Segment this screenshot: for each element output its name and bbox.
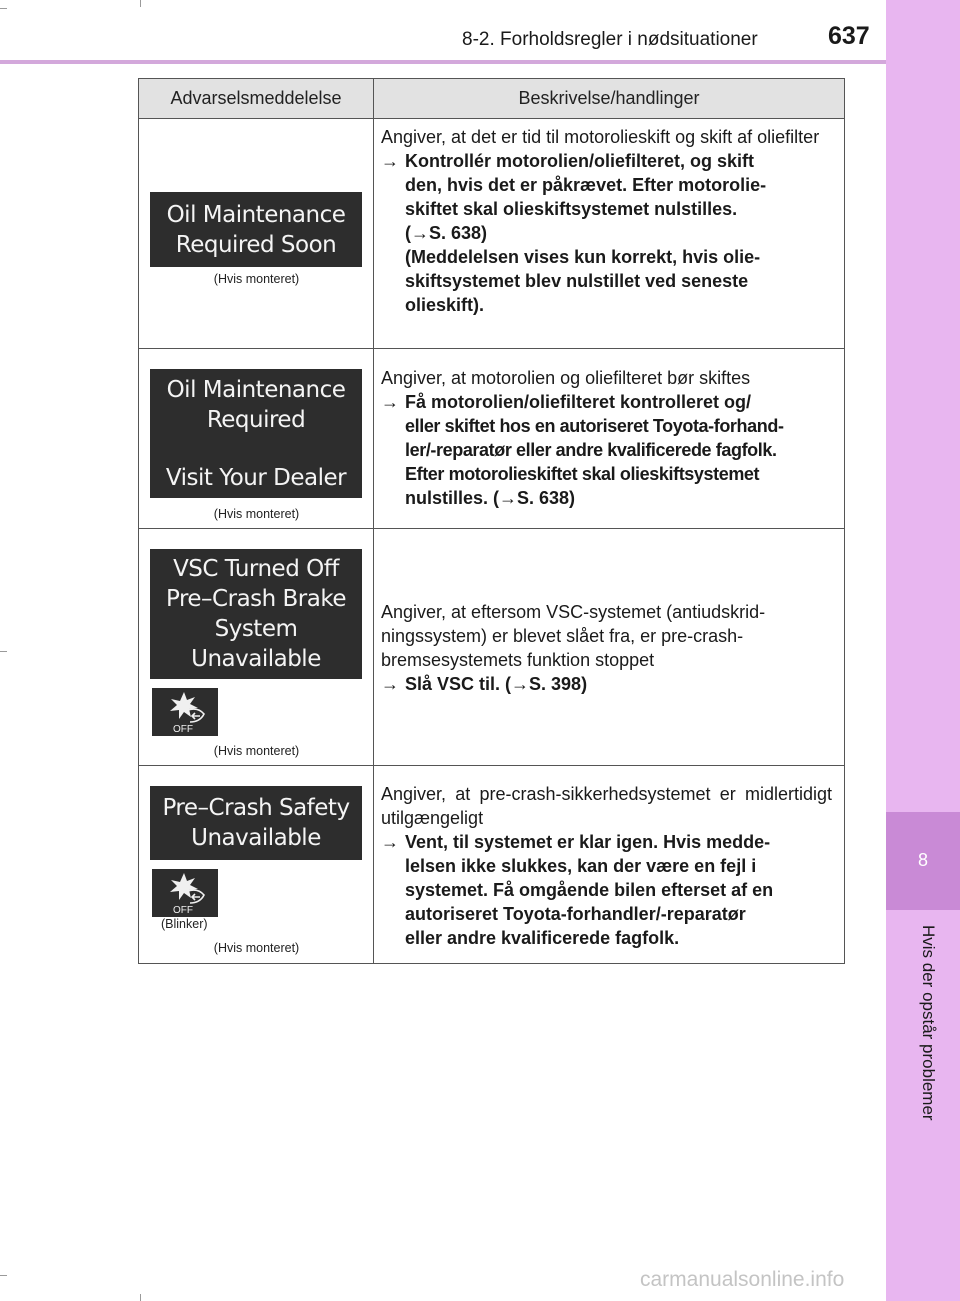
svg-text:OFF: OFF [173, 724, 193, 735]
description-intro: Angiver, at pre-crash-sikkerhedsystemet er midlertidigt utilgængeligt [381, 784, 832, 828]
page-number: 637 [828, 22, 870, 50]
description-intro: Angiver, at motorolien og oliefilteret bør skiftes [381, 368, 751, 388]
table-row [139, 529, 844, 766]
pre-crash-off-icon [152, 869, 218, 917]
table-header [139, 79, 844, 119]
arrow-icon: → [381, 674, 399, 694]
message-cell [139, 349, 374, 528]
description-intro: Angiver, at eftersom VSC-systemet (antiudskrid- ningssystem) er blevet slået fra, er pre-crash- bremsesystemets funktion stoppet [381, 602, 766, 670]
fitment-note: (Hvis monteret) [213, 507, 300, 521]
description-cell [374, 766, 844, 963]
description-cell [374, 119, 844, 348]
header-divider [0, 60, 886, 64]
description-intro: Angiver, at det er tid til motorolieskift og skift af oliefilter [381, 127, 820, 147]
display-message-oil-maintenance-required-visit-dealer: Oil Maintenance Required Visit Your Dealer [150, 369, 362, 498]
pre-crash-off-icon [152, 688, 218, 736]
display-message-vsc-off-pre-crash-unavailable: VSC Turned Off Pre–Crash Brake System Unavailable [150, 549, 362, 679]
column-header-description: Beskrivelse/handlinger [518, 88, 700, 108]
fitment-note: (Hvis monteret) [213, 272, 300, 286]
message-cell [139, 766, 374, 963]
svg-text:OFF: OFF [173, 905, 193, 916]
chapter-title: Hvis der opstår problemer [919, 925, 938, 1121]
chapter-number: 8 [917, 850, 928, 870]
fitment-note: (Hvis monteret) [213, 744, 300, 758]
action-instruction: → Kontrollér motorolien/oliefilteret, og skift den, hvis det er påkrævet. Efter motorolie- skiftet skal olieskiftsystemet nulstilles. (→S. 638) (Meddelelsen vises kun korrekt, hvis olie- skiftsystemet blev nulstillet ved seneste olieskift). [381, 151, 767, 315]
watermark-link[interactable]: carmanualsonline.info [640, 1268, 845, 1291]
warning-message-table [138, 78, 845, 964]
section-title: 8-2. Forholdsregler i nødsituationer [462, 29, 758, 50]
action-instruction: → Vent, til systemet er klar igen. Hvis medde- lelsen ikke slukkes, kan der være en fejl i systemet. Få omgående bilen efterset af en autoriseret Toyota-forhandler/-reparatør eller andre kvalificerede fagfolk. [381, 832, 774, 948]
message-cell [139, 529, 374, 765]
table-row [139, 766, 844, 963]
description-cell [374, 349, 844, 528]
arrow-icon: → [381, 151, 399, 171]
message-cell [139, 119, 374, 348]
fitment-note: (Hvis monteret) [213, 941, 300, 955]
table-row [139, 349, 844, 529]
column-header-message: Advarselsmeddelelse [139, 79, 374, 118]
description-cell [374, 529, 844, 765]
table-row [139, 119, 844, 349]
action-instruction: → Slå VSC til. (→S. 398) [381, 674, 588, 694]
display-message-pre-crash-safety-unavailable: Pre–Crash Safety Unavailable [150, 786, 362, 860]
action-instruction: → Få motorolien/oliefilteret kontrolleret og/ eller skiftet hos en autoriseret Toyota-forhand- ler/-reparatør eller andre kvalificerede fagfolk. Efter motorolieskiftet skal olieskiftsystemet nulstilles. (→S. 638) [381, 392, 784, 508]
display-message-oil-maintenance-required-soon: Oil Maintenance Required Soon [150, 192, 362, 267]
blink-note: (Blinker) [161, 917, 208, 931]
arrow-icon: → [381, 832, 399, 852]
arrow-icon: → [381, 392, 399, 412]
